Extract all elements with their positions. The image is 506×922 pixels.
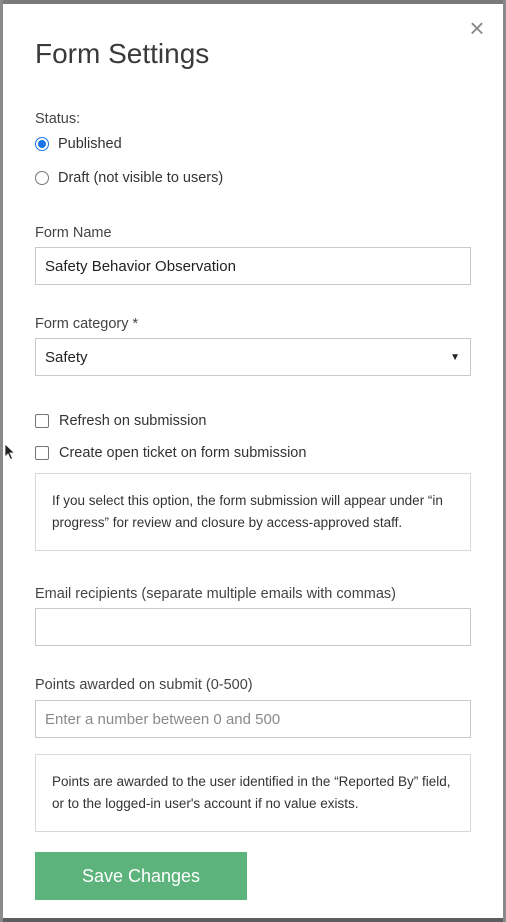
status-published-option[interactable] (35, 136, 122, 152)
save-changes-button[interactable]: Save Changes (35, 852, 247, 900)
form-category-value: Safety (45, 348, 88, 366)
points-info-box (35, 754, 471, 832)
mouse-cursor-icon (4, 443, 16, 461)
points-placeholder: Enter a number between 0 and 500 (45, 710, 281, 728)
ticket-info-text: If you select this option, the form submission will appear under “in progress” for review and closure by access-approved staff. (52, 493, 443, 530)
form-name-value: Safety Behavior Observation (45, 257, 236, 275)
form-name-input[interactable] (35, 247, 471, 285)
published-radio[interactable] (35, 137, 49, 151)
draft-label: Draft (not visible to users) (58, 170, 224, 186)
refresh-on-submission-option[interactable] (35, 413, 207, 429)
dropdown-arrow-icon: ▼ (450, 352, 460, 363)
status-draft-option[interactable] (35, 170, 223, 186)
refresh-checkbox[interactable] (35, 414, 49, 428)
form-category-select[interactable] (35, 338, 471, 376)
email-recipients-input[interactable] (35, 608, 471, 646)
create-ticket-label: Create open ticket on form submission (59, 445, 307, 461)
points-info-text: Points are awarded to the user identified in the “Reported By” field, or to the logged-in user's account if no value exists. (52, 774, 451, 811)
points-label: Points awarded on submit (0-500) (35, 677, 253, 693)
form-name-label: Form Name (35, 225, 112, 241)
points-input[interactable] (35, 700, 471, 738)
form-category-label: Form category * (35, 316, 139, 332)
create-ticket-checkbox[interactable] (35, 446, 49, 460)
create-ticket-option[interactable] (35, 445, 306, 461)
close-icon[interactable]: × (469, 13, 485, 43)
ticket-info-box (35, 473, 471, 551)
email-recipients-label: Email recipients (separate multiple emails with commas) (35, 586, 397, 602)
modal-title: Form Settings (35, 38, 210, 69)
status-label: Status: (35, 111, 81, 127)
refresh-label: Refresh on submission (59, 413, 207, 429)
published-label: Published (58, 136, 122, 152)
form-settings-modal (3, 4, 503, 918)
draft-radio[interactable] (35, 171, 49, 185)
